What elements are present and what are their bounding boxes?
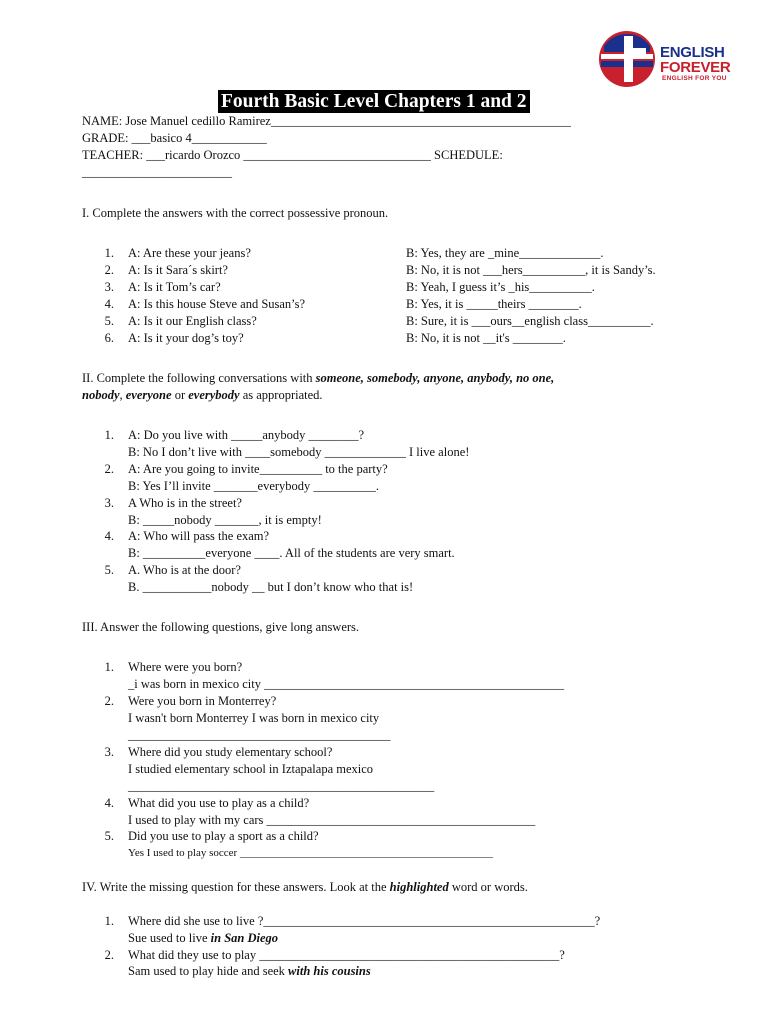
s2-question-2[interactable]: A: Are you going to invite__________ to the party?	[128, 462, 388, 476]
s4-answer-1-highlight: in San Diego	[210, 931, 279, 945]
keyword-everybody: everybody	[188, 388, 240, 402]
name-field[interactable]: NAME: Jose Manuel cedillo Ramirez________________________________________________	[82, 114, 571, 128]
s2-question-4: A: Who will pass the exam?	[128, 529, 270, 543]
list-item-number: 6.	[104, 331, 114, 345]
schedule-blank[interactable]: ________________________	[82, 165, 232, 179]
section2-instruction-end: as appropriated.	[239, 388, 323, 402]
logo-brand-line2: FOREVER	[660, 59, 731, 76]
s3-answer-1[interactable]: _i was born in mexico city ________________________________________________	[128, 677, 565, 691]
s4-answer-1	[128, 930, 278, 946]
list-item-number: 4.	[104, 297, 114, 311]
list-item-number: 1.	[104, 428, 114, 442]
list-item-number: 5.	[104, 314, 114, 328]
s1-question-6: A: Is it your dog’s toy?	[128, 331, 244, 345]
list-item-number: 2.	[104, 948, 114, 962]
s4-answer-2	[128, 963, 371, 979]
s4-answer-2-highlight: with his cousins	[288, 964, 371, 978]
s2-answer-4[interactable]: B: __________everyone ____. All of the students are very smart.	[128, 546, 455, 560]
s2-answer-2[interactable]: B: Yes I’ll invite _______everybody __________.	[128, 479, 380, 493]
s2-question-5: A. Who is at the door?	[128, 563, 241, 577]
logo-tagline: ENGLISH FOR YOU	[662, 75, 727, 82]
s2-question-3: A Who is in the street?	[128, 496, 242, 510]
s4-answer-2-text: Sam used to play hide and seek	[128, 964, 289, 978]
s3-answer-3[interactable]: I studied elementary school in Iztapalapa mexico	[128, 762, 374, 776]
s1-answer-1[interactable]: B: Yes, they are _mine_____________.	[406, 246, 604, 260]
s3-answer-4[interactable]: I used to play with my cars ___________________________________________	[128, 813, 536, 827]
s3-answer-5[interactable]: Yes I used to play soccer ______________________________________________	[128, 847, 493, 859]
list-item-number: 5.	[104, 563, 114, 577]
section3-instruction: III. Answer the following questions, give long answers.	[82, 620, 360, 634]
s1-answer-6[interactable]: B: No, it is not __it's ________.	[406, 331, 566, 345]
list-item-number: 1.	[104, 660, 114, 674]
s4-question-1[interactable]: Where did she use to live ?_____________________________________________________?	[128, 914, 601, 928]
list-item-number: 2.	[104, 263, 114, 277]
english-forever-logo	[598, 30, 743, 90]
s4-answer-1-text: Sue used to live	[128, 931, 211, 945]
keyword-everyone: everyone	[125, 388, 172, 402]
s3-answer-2-blank[interactable]: __________________________________________	[128, 728, 391, 742]
section4-instruction-end: word or words.	[448, 880, 528, 894]
list-item-number: 1.	[104, 246, 114, 260]
list-item-number: 2.	[104, 462, 114, 476]
list-item-number: 3.	[104, 496, 114, 510]
s2-answer-1[interactable]: B: No I don’t live with ____somebody _____________ I live alone!	[128, 445, 470, 459]
section2-keywords: someone, somebody, anyone, anybody, no one,	[315, 371, 555, 385]
logo-brand-line1: ENGLISH	[660, 44, 725, 61]
section1-instruction: I. Complete the answers with the correct possessive pronoun.	[82, 206, 389, 220]
s1-answer-4[interactable]: B: Yes, it is _____theirs ________.	[406, 297, 582, 311]
s1-question-1: A: Are these your jeans?	[128, 246, 251, 260]
s1-answer-3[interactable]: B: Yeah, I guess it’s _his__________.	[406, 280, 595, 294]
list-item-number: 3.	[104, 745, 114, 759]
s3-question-4: What did you use to play as a child?	[128, 796, 310, 810]
grade-field[interactable]: GRADE: ___basico 4____________	[82, 131, 267, 145]
s3-question-2: Were you born in Monterrey?	[128, 694, 277, 708]
s2-answer-5[interactable]: B. ___________nobody __ but I don’t know who that is!	[128, 580, 414, 594]
list-item-number: 4.	[104, 796, 114, 810]
section2-instruction-text: II. Complete the following conversations with	[82, 371, 316, 385]
keyword-nobody: nobody	[82, 388, 120, 402]
s2-answer-3[interactable]: B: _____nobody _______, it is empty!	[128, 513, 322, 527]
section4-instruction	[82, 879, 528, 895]
s3-question-3: Where did you study elementary school?	[128, 745, 333, 759]
list-item-number: 3.	[104, 280, 114, 294]
section4-instruction-text: IV. Write the missing question for these answers. Look at the	[82, 880, 390, 894]
s1-answer-2[interactable]: B: No, it is not ___hers__________, it is Sandy’s.	[406, 263, 656, 277]
s1-answer-5[interactable]: B: Sure, it is ___ours__english class__________.	[406, 314, 654, 328]
s1-question-3: A: Is it Tom’s car?	[128, 280, 221, 294]
section2-instruction-line2	[82, 387, 323, 403]
s3-answer-2[interactable]: I wasn't born Monterrey I was born in mexico city	[128, 711, 380, 725]
separator-comma: ,	[119, 388, 126, 402]
s1-question-5: A: Is it our English class?	[128, 314, 257, 328]
s4-question-2[interactable]: What did they use to play ________________________________________________?	[128, 948, 565, 962]
separator-or: or	[171, 388, 189, 402]
s1-question-4: A: Is this house Steve and Susan’s?	[128, 297, 306, 311]
s1-question-2: A: Is it Sara´s skirt?	[128, 263, 228, 277]
list-item-number: 2.	[104, 694, 114, 708]
list-item-number: 5.	[104, 829, 114, 843]
keyword-highlighted: highlighted	[389, 880, 449, 894]
section2-instruction-line1	[82, 370, 554, 386]
s3-question-1: Where were you born?	[128, 660, 243, 674]
s3-question-5: Did you use to play a sport as a child?	[128, 829, 319, 843]
list-item-number: 4.	[104, 529, 114, 543]
s2-question-1[interactable]: A: Do you live with _____anybody ________?	[128, 428, 365, 442]
list-item-number: 1.	[104, 914, 114, 928]
logo-emblem-icon	[598, 30, 656, 88]
s3-answer-3-blank[interactable]: _________________________________________________	[128, 779, 435, 793]
teacher-schedule-field[interactable]: TEACHER: ___ricardo Orozco ______________________________ SCHEDULE:	[82, 148, 503, 162]
worksheet-title: Fourth Basic Level Chapters 1 and 2	[218, 90, 530, 113]
